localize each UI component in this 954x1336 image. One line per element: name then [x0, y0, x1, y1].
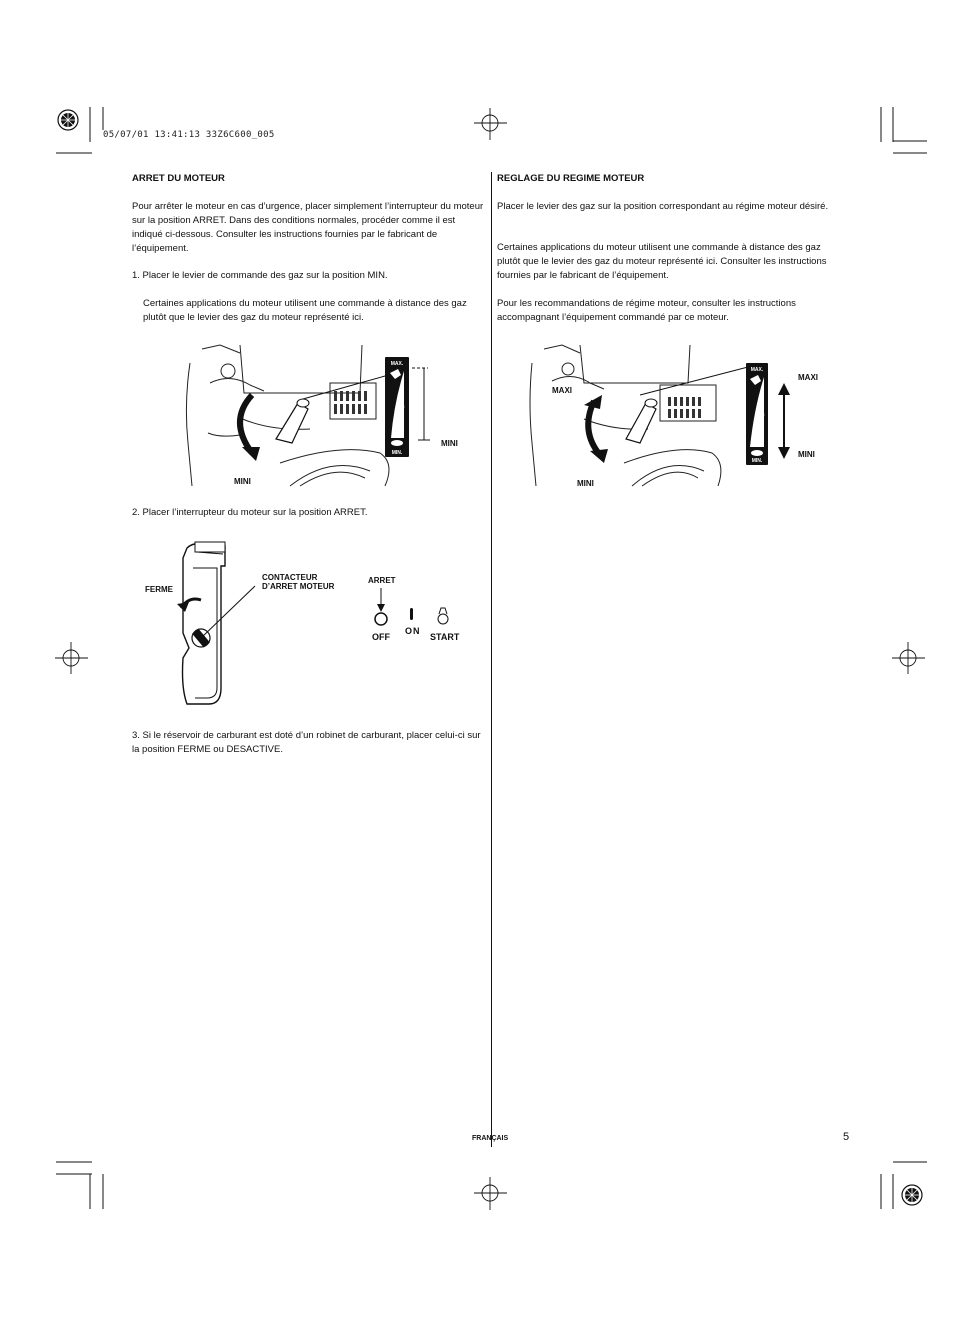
off-position-icon — [375, 613, 387, 625]
throttle-range-illustration — [528, 343, 798, 488]
turtle-icon — [751, 450, 763, 456]
crosshair-icon — [55, 642, 88, 674]
start-position-icon — [438, 608, 448, 624]
registration-target-icon — [58, 110, 78, 130]
crosshair-icon — [474, 1177, 507, 1210]
crosshair-icon — [474, 108, 507, 140]
rpm-plate-min-right: MIN. — [751, 458, 763, 464]
print-stamp: 05/07/01 13:41:13 33Z6C600_005 — [103, 130, 275, 140]
regime-paragraph-2: Certaines applications du moteur utilisent une commande à distance des gaz plutôt que le levier des gaz du moteur représenté ici. Consulter les instructions fournies par le fabricant de l’équipement. — [497, 242, 827, 281]
label-mini-bottom: MINI — [577, 479, 594, 488]
label-maxi-right: MAXI — [798, 373, 818, 382]
column-divider — [491, 172, 492, 1147]
intro-paragraph: Pour arrêter le moteur en cas d’urgence, placer simplement l’interrupteur du moteur sur la position ARRET. Dans des conditions normales, procéder comme il est indiqué ci-dessous. Consulter les instructions fournies par le fabricant de l’équipement. — [132, 201, 484, 254]
turtle-icon — [391, 440, 403, 446]
label-maxi-left: MAXI — [552, 386, 572, 395]
section-heading-regime: REGLAGE DU REGIME MOTEUR — [497, 173, 645, 184]
step-1: 1. Placer le levier de commande des gaz sur la position MIN. — [132, 270, 388, 281]
section-heading-arret: ARRET DU MOTEUR — [132, 173, 225, 184]
regime-paragraph-3: Pour les recommandations de régime moteur, consulter les instructions accompagnant l’équipement commandé par ce moteur. — [497, 298, 796, 323]
label-ferme: FERME — [145, 585, 173, 594]
footer-language: FRANÇAIS — [472, 1135, 509, 1142]
step-2: 2. Placer l’interrupteur du moteur sur la position ARRET. — [132, 507, 368, 518]
label-mini-left: MINI — [234, 477, 251, 486]
regime-paragraph-1: Placer le levier des gaz sur la position correspondant au régime moteur désiré. — [497, 201, 829, 212]
step-3: 3. Si le réservoir de carburant est doté d’un robinet de carburant, placer celui-ci sur la position FERME ou DESACTIVE. — [132, 730, 481, 755]
step-1-note: Certaines applications du moteur utilisent une commande à distance des gaz plutôt que le levier des gaz du moteur représenté ici. — [143, 298, 467, 323]
label-off: OFF — [372, 632, 390, 642]
label-start: START — [430, 632, 460, 642]
engine-switch-illustration — [175, 538, 235, 708]
label-arret: ARRET — [368, 576, 396, 585]
label-contacteur-2: D’ARRET MOTEUR — [262, 582, 335, 591]
registration-target-icon — [902, 1185, 922, 1205]
rpm-plate-min: MIN. — [391, 450, 403, 456]
crosshair-icon — [892, 642, 925, 674]
page-number: 5 — [843, 1131, 850, 1143]
label-mini-right-fig3: MINI — [798, 450, 815, 459]
label-mini-right: MINI — [441, 439, 458, 448]
rpm-plate-max-right: MAX. — [750, 367, 764, 373]
label-contacteur-1: CONTACTEUR — [262, 573, 318, 582]
throttle-min-illustration — [180, 343, 470, 488]
rpm-plate-max: MAX. — [390, 361, 404, 367]
on-position-icon — [410, 608, 413, 620]
label-on: ON — [405, 626, 421, 636]
